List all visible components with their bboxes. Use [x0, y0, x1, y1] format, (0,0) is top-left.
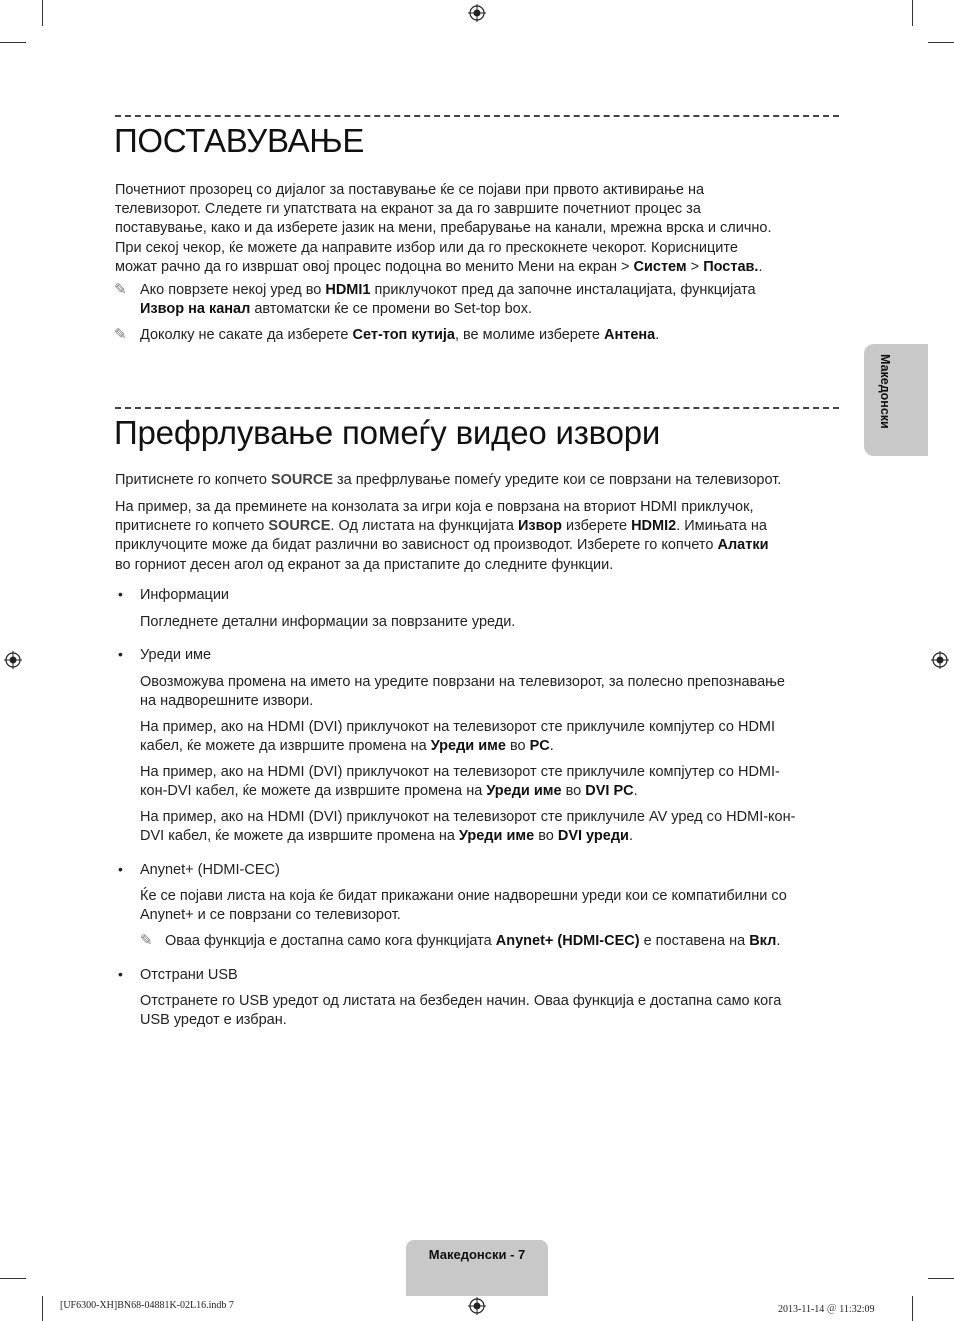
dvi-pc-label: DVI PC [585, 783, 634, 800]
bullet: • [118, 586, 123, 602]
edit-desc-2 [140, 718, 845, 756]
text-span: . [628, 828, 633, 845]
text-line: на надворешните извори. [140, 693, 314, 710]
text-line: На пример, ако на HDMI (DVI) приклучокот на телевизорот сте приклучиле компјутер со HDMI- [140, 764, 780, 780]
menu-system: Систем [633, 258, 687, 275]
setup-note-2 [140, 326, 840, 345]
dvi-devices-label: DVI уреди [557, 828, 629, 845]
text-span: . Од листата на функцијата [330, 518, 518, 535]
page-number-tab [406, 1240, 548, 1296]
bullet: • [118, 966, 123, 982]
text-line: При секој чекор, ќе можете да направите избор или да го прескокнете чекорот. Корисниците [115, 239, 738, 256]
section-title-switch-source: Префрлување помеѓу видео извори [114, 414, 661, 451]
channel-source-label: Извор на канал [140, 301, 251, 318]
note-icon: ✎ [140, 932, 153, 949]
text-span: , ве молиме изберете [454, 327, 604, 343]
text-line: На пример, ако на HDMI (DVI) приклучокот на телевизорот сте приклучиле компјутер со HDMI [140, 719, 776, 735]
text-line [140, 281, 840, 300]
text-span: . [655, 327, 660, 343]
crop-mark [42, 0, 43, 26]
bullet: • [118, 861, 123, 877]
text-span: Оваа функција е достапна само кога функцијата [165, 933, 496, 949]
text-span: за префрлување помеѓу уредите кои се поврзани на телевизорот. [332, 472, 782, 488]
source-function-label: Извор [517, 518, 563, 535]
text-line [140, 300, 840, 319]
bullet-title-edit-name: Уреди име [140, 647, 212, 663]
setup-note-1 [140, 281, 840, 319]
text-line: USB уредот е избран. [140, 1012, 287, 1029]
hdmi2-label: HDMI2 [631, 518, 677, 535]
text-line [140, 737, 845, 756]
registration-mark-icon [931, 651, 949, 669]
source-key-label: SOURCE [270, 472, 333, 488]
text-span: Ако поврзете некој уред во [140, 282, 326, 298]
menu-setup: Постав. [703, 258, 759, 275]
note-icon: ✎ [114, 281, 127, 298]
text-line: На пример, ако на HDMI (DVI) приклучокот на телевизорот сте приклучиле AV уред со HDMI-кон- [140, 809, 796, 825]
text-span: кон-DVI кабел, ќе можете да извршите промена на [140, 783, 487, 800]
text-span: во [561, 783, 586, 800]
text-line [115, 258, 845, 277]
pc-label: PC [529, 738, 550, 755]
text-line: На пример, за да преминете на конзолата за игри која е поврзана на вториот HDMI приклучок, [115, 499, 754, 515]
text-span: Доколку не сакате да изберете [140, 327, 353, 343]
on-label: Вкл [749, 933, 777, 949]
section-title-setup: ПОСТАВУВАЊЕ [114, 122, 365, 159]
crop-mark [912, 0, 913, 26]
text-line: Почетниот прозорец со дијалог за поставување ќе се појави при првото активирање на [115, 182, 705, 198]
text-line [140, 827, 845, 846]
text-line [115, 517, 845, 536]
text-span: . [776, 933, 781, 949]
text-line: Anynet+ и се поврзани со телевизорот. [140, 907, 401, 924]
switch-example [115, 498, 845, 575]
text-span: . [633, 783, 638, 800]
usb-desc [140, 992, 845, 1030]
text-span: . [549, 738, 554, 755]
text-span: можат рачно да го извршат овој процес подоцна во менито Мени на екран > [115, 258, 634, 275]
text-line: во горниот десен агол од екранот за да пристапите до следните функции. [115, 556, 614, 573]
crop-mark [928, 42, 954, 43]
crop-mark [928, 1278, 954, 1279]
text-span: . Имињата на [676, 518, 767, 535]
setup-intro [115, 181, 845, 277]
text-span: > [686, 258, 704, 275]
text-span: во [534, 828, 558, 845]
crop-mark [912, 1296, 913, 1321]
anynet-desc [140, 887, 845, 925]
tools-key-label: Алатки [717, 537, 769, 554]
source-key-label: SOURCE [268, 518, 331, 535]
hdmi1-label: HDMI1 [325, 282, 371, 298]
bullet-title-anynet: Anynet+ (HDMI-CEC) [140, 862, 280, 878]
text-line: телевизорот. Следете ги упатствата на екранот за да го завршите почетниот процес за [115, 201, 701, 218]
note-icon: ✎ [114, 326, 127, 343]
edit-name-label: Уреди име [486, 783, 562, 800]
registration-mark-icon [468, 1297, 486, 1315]
page-number-label: Македонски - 7 [428, 1247, 526, 1262]
text-line: Овозможува промена на името на уредите поврзани на телевизорот, за полесно препознавање [140, 674, 785, 690]
text-span: DVI кабел, ќе можете да извршите промена на [140, 828, 459, 845]
text-line [115, 536, 845, 555]
text-span: автоматски ќе се промени во Set-top box. [250, 301, 532, 318]
text-span: изберете [562, 518, 632, 535]
text-span: приклучокот пред да започне инсталацијата, функцијата [370, 282, 756, 298]
crop-mark [0, 42, 26, 43]
crop-mark [42, 1296, 43, 1321]
bullet-title-remove-usb: Отстрани USB [140, 967, 238, 983]
antenna-label: Антена [604, 327, 656, 343]
edit-desc-4 [140, 808, 845, 846]
language-side-tab-label: Македонски [878, 354, 892, 429]
text-span: . [758, 258, 763, 275]
bullet-title-info: Информации [140, 587, 230, 603]
text-span: притиснете го копчето [115, 518, 269, 535]
section-divider [115, 115, 839, 117]
edit-desc-3 [140, 763, 845, 801]
text-span: приклучоците може да бидат различни во зависност од производот. Изберете го копчето [115, 537, 718, 554]
switch-intro [115, 471, 845, 490]
crop-mark [0, 1278, 26, 1279]
edit-desc-1 [140, 673, 845, 711]
print-date-info: 2013-11-14 ＠ 11:32:09 [778, 1304, 875, 1315]
text-span: во [505, 738, 530, 755]
anynet-function-label: Anynet+ (HDMI-CEC) [495, 933, 640, 949]
text-span: кабел, ќе можете да извршите промена на [140, 738, 431, 755]
registration-mark-icon [468, 4, 486, 22]
anynet-note [165, 932, 845, 951]
text-line: поставување, како и да изберете јазик на мени, пребарување на канали, мрежна врска и слично. [115, 220, 772, 237]
text-span: Притиснете го копчето [115, 472, 271, 488]
text-line [140, 782, 845, 801]
edit-name-label: Уреди име [430, 738, 506, 755]
registration-mark-icon [4, 651, 22, 669]
bullet: • [118, 646, 123, 662]
text-line: Ќе се појави листа на која ќе бидат прикажани оние надворешни уреди кои се компатибилни со [140, 888, 787, 904]
edit-name-label: Уреди име [458, 828, 535, 845]
settop-box-label: Сет-топ кутија [352, 327, 455, 343]
language-side-tab [864, 344, 928, 456]
section-divider [115, 407, 839, 409]
print-file-info: [UF6300-XH]BN68-04881K-02L16.indb 7 [60, 1300, 234, 1311]
text-line: Отстранете го USB уредот од листата на безбеден начин. Оваа функција е достапна само кога [140, 993, 782, 1009]
text-span: е поставена на [639, 933, 750, 949]
info-desc: Погледнете детални информации за поврзаните уреди. [140, 614, 516, 630]
